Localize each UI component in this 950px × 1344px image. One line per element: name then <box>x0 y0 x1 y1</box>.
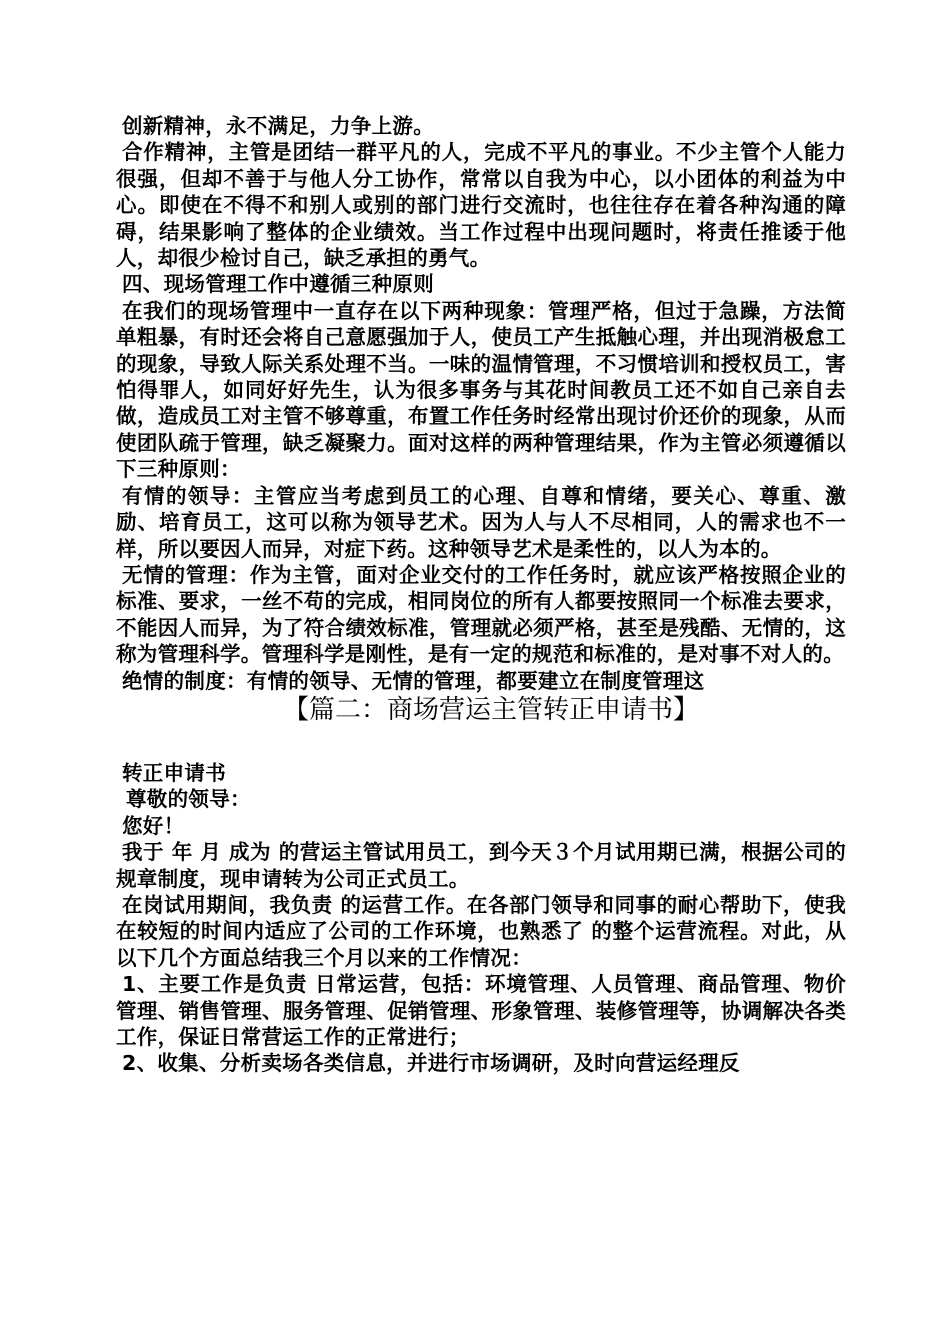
paragraph-innovation: 创新精神，永不满足，力争上游。 <box>122 114 434 138</box>
paragraph-cooperation: 合作精神，主管是团结一群平凡的人，完成不平凡的事业。不少主管个人能力很强，但却不善于与他人分工协作，常常以自我为中心，以小团体的利益为中心。即使在不得不和别人或别的部门进行交流时，也往往存在着各种沟通的障碍，结果影响了整体的企业绩效。当工作过程中出现问题时，将责任推诿于他人，却很少检讨自己，缺乏承担的勇气。 <box>116 140 846 271</box>
letter-application: 我于 年 月 成为 的营运主管试用员工，到今天３个月试用期已满，根据公司的规章制度，现申请转为公司正式员工。 <box>116 840 846 891</box>
paragraph-emotional-leadership: 有情的领导：主管应当考虑到员工的心理、自尊和情绪，要关心、尊重、激励、培育员工，这可以称为领导艺术。因为人与人不尽相同，人的需求也不一样，所以要因人而异，对症下药。这种领导艺术是柔性的，以人为本的。 <box>116 483 846 561</box>
letter-item-2: 2、收集、分析卖场各类信息，并进行市场调研，及时向营运经理反 <box>122 1051 740 1076</box>
section-title: 【篇二：商场营运主管转正申请书】 <box>282 694 699 725</box>
paragraph-strict-management: 无情的管理：作为主管，面对企业交付的工作任务时，就应该严格按照企业的标准、要求，一丝不苟的完成，相同岗位的所有人都要按照同一个标准去要求，不能因人而异，为了符合绩效标准，管理就必须严格，甚至是残酷、无情的，这称为管理科学。管理科学是刚性，是有一定的规范和标准的，是对事不对人的。 <box>116 562 846 667</box>
letter-item-1: 1、主要工作是负责 日常运营，包括：环境管理、人员管理、商品管理、物价管理、销售管理、服务管理、促销管理、形象管理、装修管理等，协调解决各类工作，保证日常营运工作的正常进行； <box>116 972 846 1049</box>
heading-three-principles: 四、现场管理工作中遵循三种原则 <box>122 272 434 297</box>
letter-greeting: 您好！ <box>122 813 185 838</box>
letter-title: 转正申请书 <box>122 760 226 785</box>
letter-salutation: 尊敬的领导： <box>126 787 251 812</box>
paragraph-system: 绝情的制度：有情的领导、无情的管理，都要建立在制度管理这 <box>122 668 705 693</box>
letter-probation-summary: 在岗试用期间，我负责 的运营工作。在各部门领导和同事的耐心帮助下，使我在较短的时间内适应了公司的工作环境，也熟悉了 的整个运营流程。对此，从以下几个方面总结我三个月以来的工作情况： <box>116 892 846 970</box>
document-page <box>116 113 846 1077</box>
paragraph-two-phenomena: 在我们的现场管理中一直存在以下两种现象：管理严格，但过于急躁，方法简单粗暴，有时还会将自己意愿强加于人，使员工产生抵触心理，并出现消极怠工的现象，导致人际关系处理不当。一味的温情管理，不习惯培训和授权员工，害怕得罪人，如同好好先生，认为很多事务与其花时间教员工还不如自己亲自去做，造成员工对主管不够尊重，布置工作任务时经常出现讨价还价的现象，从而使团队疏于管理，缺乏凝聚力。面对这样的两种管理结果，作为主管必须遵循以下三种原则： <box>116 298 846 482</box>
spacer <box>116 730 846 760</box>
